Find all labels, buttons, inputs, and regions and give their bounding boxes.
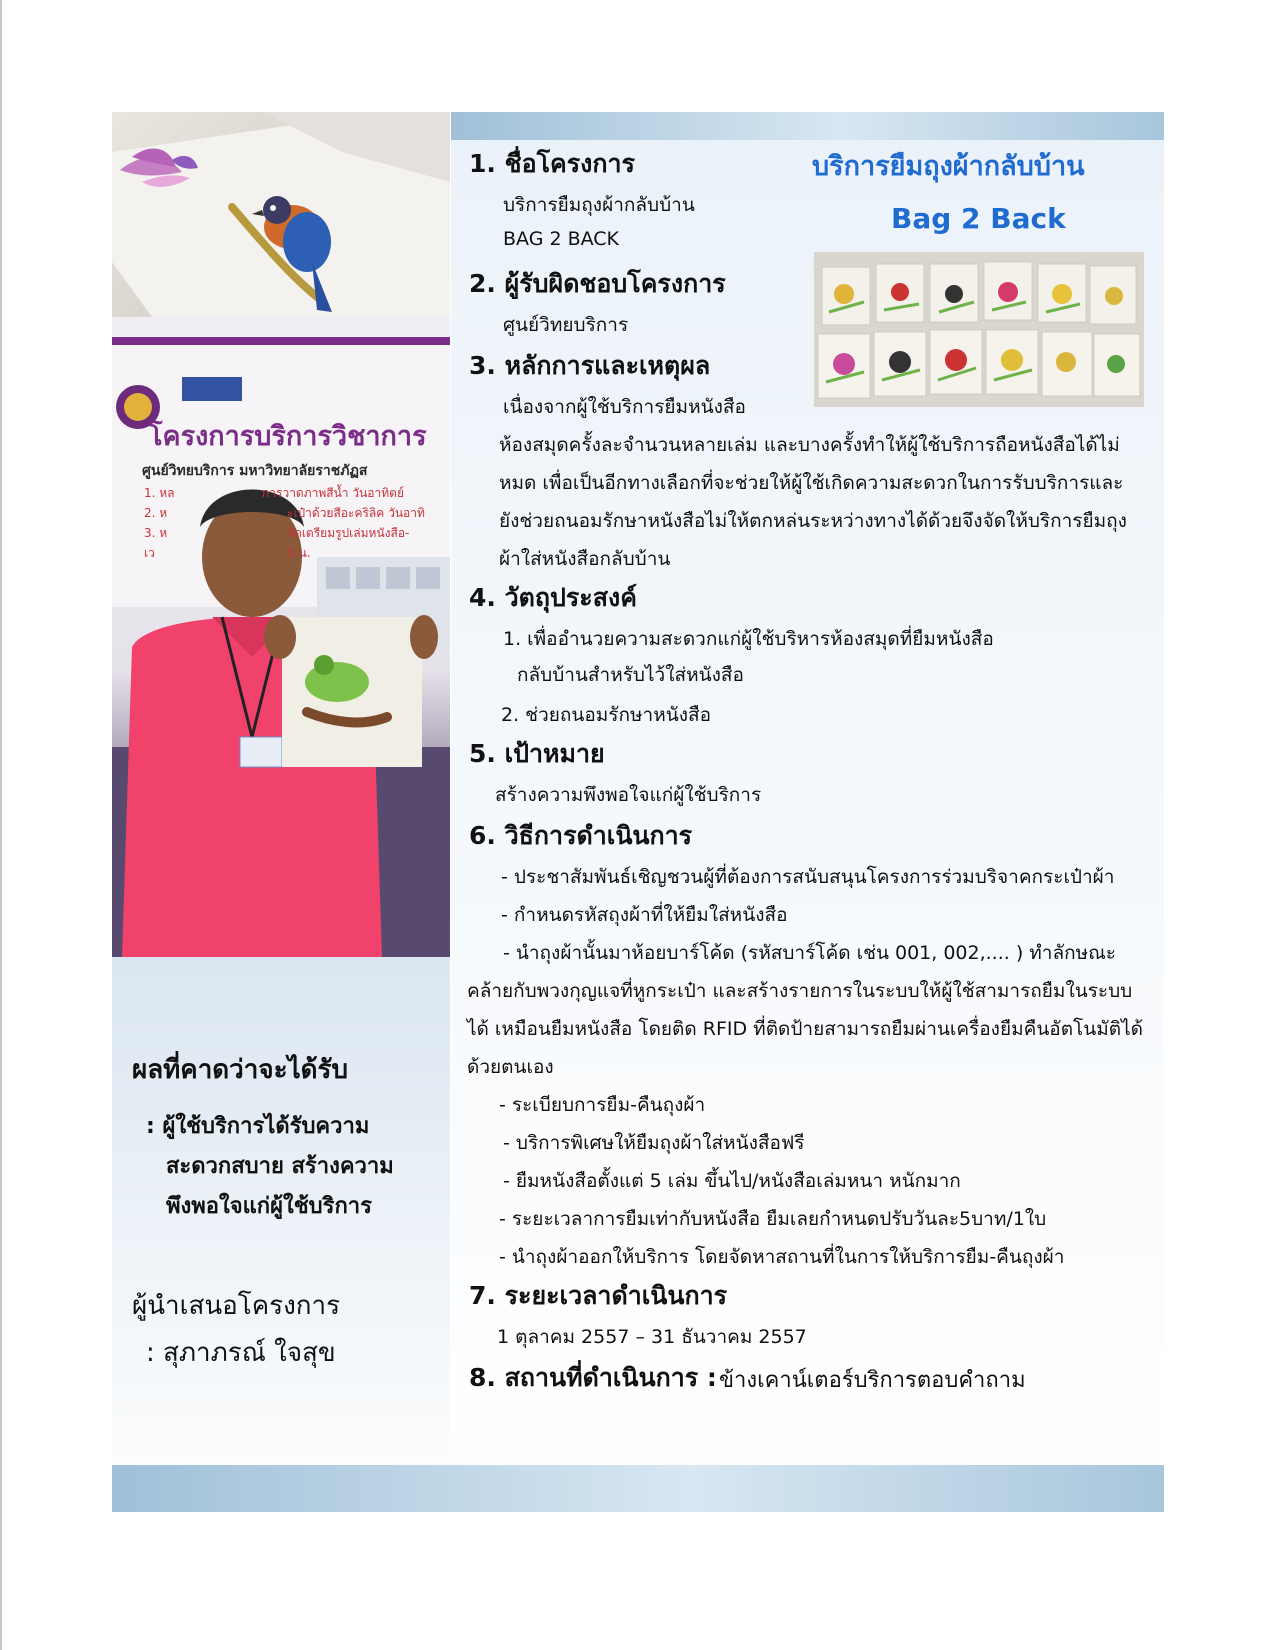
presenter-name: : สุภาภรณ์ ใจสุข [146,1338,336,1368]
person-photo-scene [112,317,450,957]
banner-line-3: 3. ห [144,526,168,540]
section-1-line-1: บริการยืมถุงผ้ากลับบ้าน [503,194,695,216]
section-4-line-3: 2. ช่วยถนอมรักษาหนังสือ [501,704,711,726]
section-4-heading: 4. วัตถุประสงค์ [469,583,637,612]
section-6-line-7: - ระเบียบการยืม-คืนถุงผ้า [499,1094,706,1116]
bottom-decorative-band [112,1465,1164,1512]
top-decorative-band [451,112,1164,140]
section-2-line-1: ศูนย์วิทยบริการ [503,314,629,336]
section-3-heading: 3. หลักการและเหตุผล [469,351,711,380]
section-3-line-4: ยังช่วยถนอมรักษาหนังสือไม่ให้ตกหล่นระหว่างทางได้ด้วยจึงจัดให้บริการยืมถุง [499,510,1127,532]
left-column [112,112,450,1512]
section-6-line-5: ได้ เหมือนยืมหนังสือ โดยติด RFID ที่ติดป้ายสามารถยืมผ่านเครื่องยืมคืนอัตโนมัติได้ [467,1018,1144,1040]
expected-results-line-1: : ผู้ใช้บริการได้รับความ [146,1114,370,1139]
section-6-line-11: - นำถุงผ้าออกให้บริการ โดยจัดหาสถานที่ในการให้บริการยืม-คืนถุงผ้า [499,1246,1065,1268]
section-3-line-1: เนื่องจากผู้ใช้บริการยืมหนังสือ [503,396,746,418]
section-6-line-9: - ยืมหนังสือตั้งแต่ 5 เล่ม ขึ้นไป/หนังสือเล่มหนา หนักมาก [503,1170,961,1192]
right-column [451,112,1164,1512]
expected-results-panel [112,957,450,1512]
section-8-heading: 8. สถานที่ดำเนินการ : [469,1363,717,1392]
section-6-line-3: - นำถุงผ้านั้นมาห้อยบาร์โค้ด (รหัสบาร์โค้ด เช่น 001, 002,.... ) ทำลักษณะ [503,942,1116,964]
section-2-heading: 2. ผู้รับผิดชอบโครงการ [469,269,726,298]
banner-line-3b: จัดเตรียมรูปเล่มหนังสือ- [287,526,410,540]
section-5-heading: 5. เป้าหมาย [469,739,605,768]
section-8-value: ข้างเคาน์เตอร์บริการตอบคำถาม [719,1368,1026,1393]
section-4-line-1: 1. เพื่ออำนวยความสะดวกแก่ผู้ใช้บริหารห้องสมุดที่ยืมหนังสือ [503,628,994,650]
banner-line-4: เว [144,546,155,560]
bags-illustration [814,252,1144,407]
banner-title: โครงการบริการวิชาการ [148,421,427,452]
section-6-line-8: - บริการพิเศษให้ยืมถุงผ้าใส่หนังสือฟรี [503,1132,805,1154]
section-6-line-1: - ประชาสัมพันธ์เชิญชวนผู้ที่ต้องการสนับสนุนโครงการร่วมบริจาคกระเป๋าผ้า [501,866,1115,888]
banner-line-4b: 0 น. [287,546,311,560]
banner-line-2b: ะเป๋าด้วยสีอะคริลิค วันอาทิ [287,506,425,520]
section-1-heading: 1. ชื่อโครงการ [469,149,635,178]
banner-line-2: 2. ห [144,506,168,520]
section-6-line-2: - กำหนดรหัสถุงผ้าที่ให้ยืมใส่หนังสือ [501,904,788,926]
expected-results-line-3: พึงพอใจแก่ผู้ใช้บริการ [166,1194,372,1219]
tote-bag-illustration [112,112,450,317]
banner-line-1: 1. หล [144,486,175,500]
project-title-thai: บริการยืมถุงผ้ากลับบ้าน [812,151,1085,182]
person-photo [112,317,450,957]
section-3-line-3: หมด เพื่อเป็นอีกทางเลือกที่จะช่วยให้ผู้ใช้เกิดความสะดวกในการรับบริการและ [499,472,1124,494]
bags-collection-photo [814,252,1144,407]
section-3-line-2: ห้องสมุดครั้งละจำนวนหลายเล่ม และบางครั้งทำให้ผู้ใช้บริการถือหนังสือได้ไม่ [499,434,1120,456]
section-7-line-1: 1 ตุลาคม 2557 – 31 ธันวาคม 2557 [497,1326,807,1348]
section-1-line-2: BAG 2 BACK [503,228,620,250]
project-title-english: Bag 2 Back [891,202,1066,235]
section-6-line-4: คล้ายกับพวงกุญแจที่หูกระเป๋า และสร้างรายการในระบบให้ผู้ใช้สามารถยืมในระบบ [467,980,1133,1002]
expected-results-heading: ผลที่คาดว่าจะได้รับ [132,1055,349,1085]
section-6-line-6: ด้วยตนเอง [467,1056,554,1078]
section-3-line-5: ผ้าใส่หนังสือกลับบ้าน [499,548,671,570]
presenter-heading: ผู้นำเสนอโครงการ [132,1291,341,1321]
bag-row-bottom [818,330,1140,398]
expected-results-line-2: สะดวกสบาย สร้างความ [166,1154,394,1179]
section-6-line-10: - ระยะเวลาการยืมเท่ากับหนังสือ ยืมเลยกำหนดปรับวันละ5บาท/1ใบ [499,1208,1047,1230]
tote-bag-photo [112,112,450,317]
page-edge-line [0,0,2,1650]
expected-results-text [146,1107,446,1227]
section-7-heading: 7. ระยะเวลาดำเนินการ [469,1281,728,1310]
banner-line-1b: การวาดภาพสีน้ำ วันอาทิตย์ [262,486,404,500]
section-5-line-1: สร้างความพึงพอใจแก่ผู้ใช้บริการ [495,784,762,806]
banner-subtitle: ศูนย์วิทยบริการ มหาวิทยาลัยราชภัฏส [142,463,368,479]
section-6-heading: 6. วิธีการดำเนินการ [469,821,693,850]
section-4-line-2: กลับบ้านสำหรับไว้ใส่หนังสือ [517,664,744,686]
